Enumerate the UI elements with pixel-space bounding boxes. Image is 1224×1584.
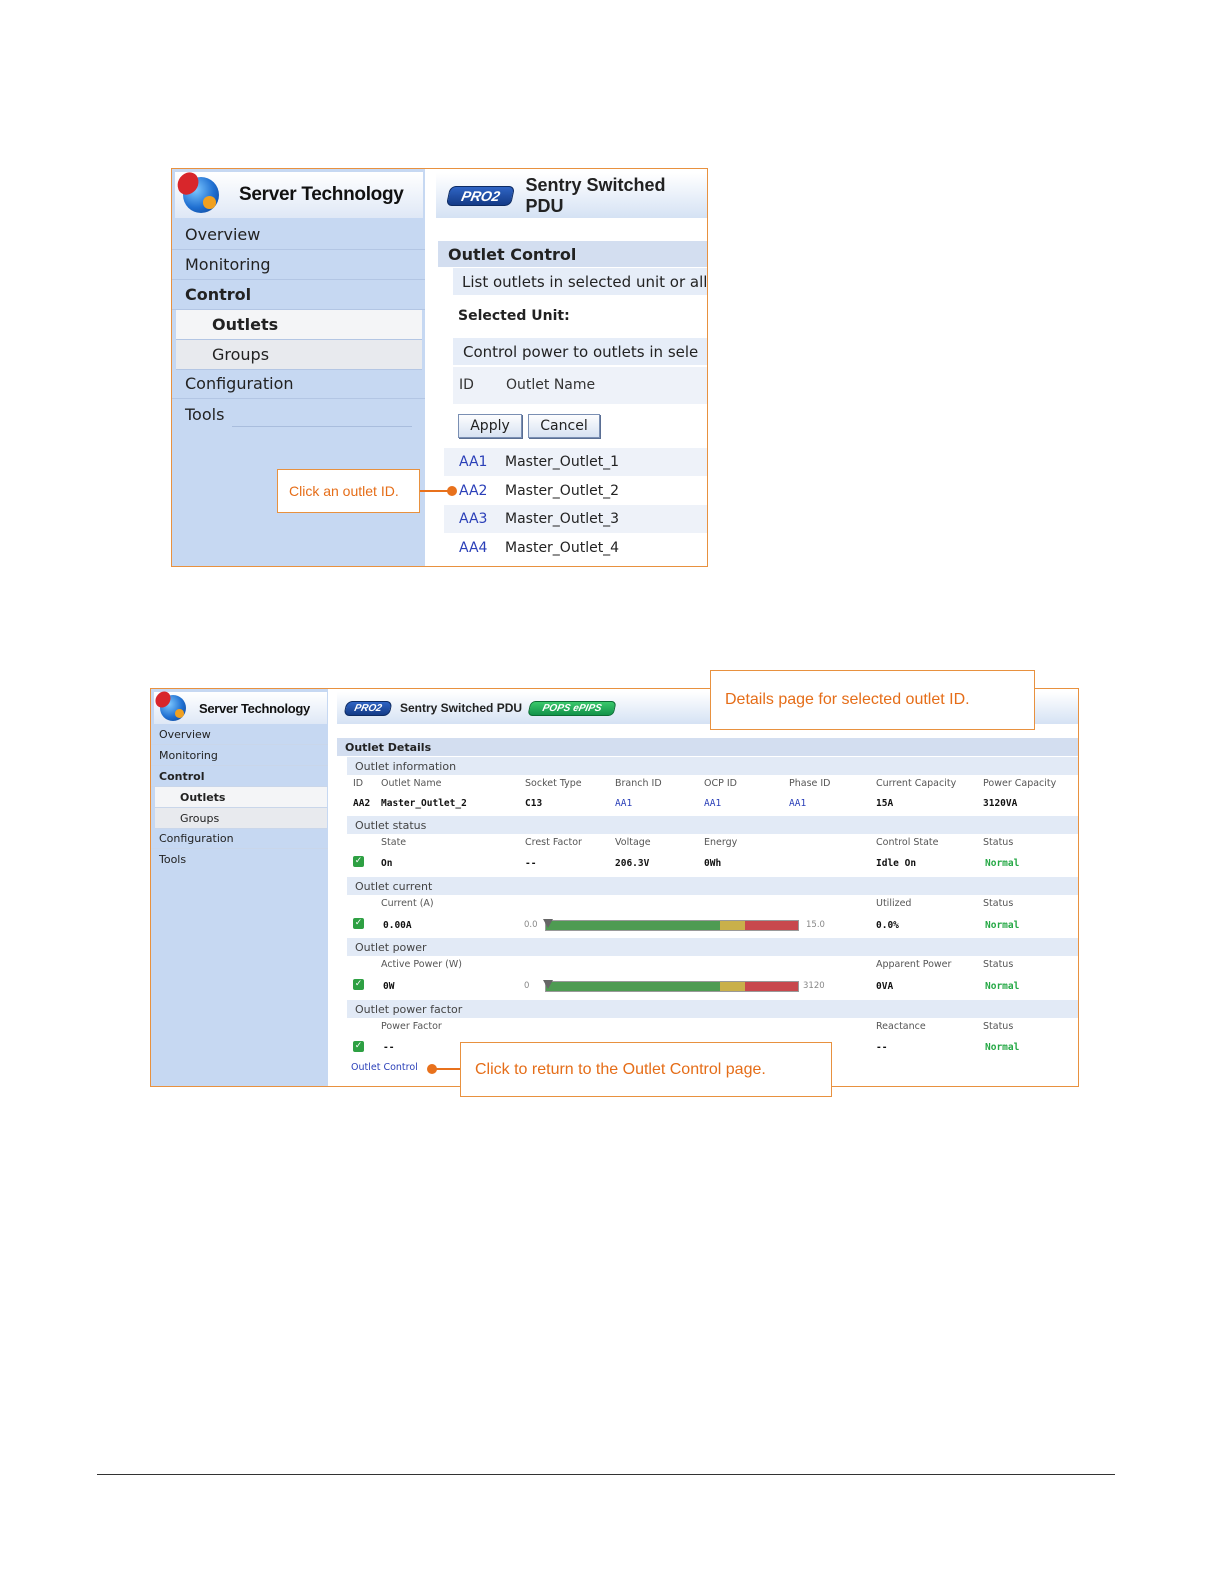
nav-groups[interactable]: Groups — [155, 808, 327, 829]
outlet-name: Master_Outlet_4 — [505, 539, 620, 556]
nav-control[interactable]: Control — [151, 766, 328, 787]
info-header: Current Capacity — [876, 778, 957, 789]
utilized-header: Utilized — [876, 898, 912, 909]
nav-overview[interactable]: Overview — [151, 724, 328, 745]
brand-logo-area — [154, 692, 327, 724]
apparent-power-header: Apparent Power — [876, 959, 952, 970]
return-to-control-callout: Click to return to the Outlet Control page. — [460, 1042, 832, 1097]
active-power-value: 0W — [383, 981, 395, 992]
info-header: Phase ID — [789, 778, 831, 789]
outlet-power-section: Outlet power — [347, 938, 1078, 956]
power-check-icon: ✓ — [354, 979, 363, 989]
back-link-connector — [433, 1068, 461, 1070]
outlet-details-screenshot — [150, 688, 1079, 1087]
current-header: Current (A) — [381, 898, 434, 909]
outlet-details-title: Outlet Details — [337, 738, 1078, 756]
status-value: -- — [525, 858, 537, 869]
apparent-power-value: 0VA — [876, 981, 894, 992]
utilized-value: 0.0% — [876, 920, 899, 931]
power-factor-value: -- — [383, 1042, 395, 1053]
brand-logo-area — [175, 172, 423, 218]
power-factor-status-header: Status — [983, 1021, 1014, 1032]
outlet-id-link[interactable]: AA3 — [459, 511, 488, 527]
brand-name: Server Technology — [239, 184, 404, 205]
status-value: On — [381, 858, 393, 869]
nav-control[interactable]: Control — [172, 280, 425, 310]
info-link[interactable]: AA1 — [704, 798, 722, 809]
reactance-value: -- — [876, 1042, 888, 1053]
info-value: Master_Outlet_2 — [381, 798, 467, 809]
pro2-logo: PRO2 — [343, 701, 392, 716]
outlet-name: Master_Outlet_1 — [505, 454, 620, 470]
active-power-header: Active Power (W) — [381, 959, 462, 970]
current-gauge — [545, 920, 799, 931]
outlet-row — [444, 477, 707, 505]
nav-configuration[interactable]: Configuration — [151, 828, 328, 849]
power-gauge-marker — [543, 980, 553, 989]
power-gauge — [545, 981, 799, 992]
status-header: Voltage — [615, 837, 651, 848]
status-header: State — [381, 837, 407, 848]
outlet-id-link[interactable]: AA4 — [459, 539, 488, 556]
footer-rule — [97, 1474, 1115, 1475]
current-gauge-min: 0.0 — [524, 920, 538, 930]
product-header — [436, 173, 707, 218]
outlet-row — [444, 505, 707, 533]
current-status-header: Status — [983, 898, 1014, 909]
info-header: Branch ID — [615, 778, 662, 789]
current-gauge-max: 15.0 — [806, 920, 825, 930]
info-value: 15A — [876, 798, 894, 809]
info-header: ID — [353, 778, 364, 789]
callout-connector — [420, 490, 450, 492]
current-check-icon: ✓ — [354, 918, 363, 928]
outlet-row — [444, 534, 707, 562]
nav-divider — [232, 426, 412, 427]
details-page-callout: Details page for selected outlet ID. — [710, 670, 1035, 730]
apply-button[interactable]: Apply — [458, 414, 522, 438]
nav-outlets[interactable]: Outlets — [155, 787, 327, 808]
server-technology-globe-icon — [183, 177, 219, 213]
status-value: 0Wh — [704, 858, 722, 869]
outlet-power-factor-section: Outlet power factor — [347, 1000, 1078, 1018]
info-header: OCP ID — [704, 778, 737, 789]
outlet-control-link[interactable]: Outlet Control — [351, 1062, 418, 1073]
power-factor-header: Power Factor — [381, 1021, 442, 1032]
product-title: Sentry Switched PDU — [525, 174, 666, 216]
power-factor-status-value: Normal — [985, 1042, 1020, 1053]
current-gauge-marker — [543, 919, 553, 928]
nav-monitoring[interactable]: Monitoring — [172, 250, 425, 280]
product-title: Sentry Switched PDU — [400, 701, 523, 715]
info-header: Socket Type — [525, 778, 582, 789]
nav-tools[interactable]: Tools — [185, 404, 225, 424]
click-outlet-id-callout: Click an outlet ID. — [277, 469, 420, 513]
nav-outlets[interactable]: Outlets — [176, 310, 422, 340]
info-link[interactable]: AA1 — [789, 798, 807, 809]
outlet-name: Master_Outlet_3 — [505, 511, 620, 527]
selected-unit-label: Selected Unit: — [458, 308, 570, 324]
outlet-information-section: Outlet information — [347, 757, 1078, 775]
current-status-value: Normal — [985, 920, 1020, 931]
control-power-text: Control power to outlets in sele — [453, 338, 707, 365]
status-header: Status — [983, 837, 1014, 848]
info-link[interactable]: AA1 — [615, 798, 633, 809]
power-status-value: Normal — [985, 981, 1020, 992]
info-header: Outlet Name — [381, 778, 442, 789]
nav-configuration[interactable]: Configuration — [172, 369, 425, 399]
server-technology-globe-icon — [160, 695, 186, 721]
info-value: AA2 — [353, 798, 371, 809]
outlet-id-link[interactable]: AA2 — [459, 482, 488, 499]
status-header: Energy — [704, 837, 738, 848]
sidebar — [151, 689, 328, 1086]
list-outlets-text: List outlets in selected unit or all — [453, 268, 707, 295]
outlet-control-screenshot — [171, 168, 708, 567]
pops-epips-logo: POPS ePIPS — [527, 701, 616, 716]
status-value: Idle On — [876, 858, 917, 869]
col-id-header: ID — [459, 377, 474, 393]
power-status-header: Status — [983, 959, 1014, 970]
outlet-status-section: Outlet status — [347, 816, 1078, 834]
outlet-control-title: Outlet Control — [438, 241, 707, 267]
brand-name: Server Technology — [199, 700, 310, 716]
info-header: Power Capacity — [983, 778, 1057, 789]
power-gauge-max: 3120 — [803, 981, 825, 991]
info-value: C13 — [525, 798, 543, 809]
outlet-id-link[interactable]: AA1 — [459, 454, 488, 470]
status-normal-value: Normal — [985, 858, 1020, 869]
outlet-name: Master_Outlet_2 — [505, 482, 620, 499]
power-gauge-min: 0 — [524, 981, 530, 991]
callout-pointer — [447, 486, 457, 496]
current-value: 0.00A — [383, 920, 412, 931]
status-header: Control State — [876, 837, 939, 848]
outlet-row — [444, 448, 707, 476]
nav-overview[interactable]: Overview — [172, 220, 425, 250]
power-factor-check-icon: ✓ — [354, 1041, 363, 1051]
col-name-header: Outlet Name — [506, 377, 596, 393]
nav-groups[interactable]: Groups — [176, 340, 422, 370]
nav-monitoring[interactable]: Monitoring — [151, 745, 328, 766]
status-header: Crest Factor — [525, 837, 582, 848]
reactance-header: Reactance — [876, 1021, 926, 1032]
status-check-icon: ✓ — [354, 856, 363, 866]
nav-tools[interactable]: Tools — [159, 853, 187, 866]
outlet-current-section: Outlet current — [347, 877, 1078, 895]
status-value: 206.3V — [615, 858, 650, 869]
pro2-logo: PRO2 — [446, 186, 516, 206]
outlet-table-header — [453, 367, 707, 404]
info-value: 3120VA — [983, 798, 1018, 809]
cancel-button[interactable]: Cancel — [528, 414, 600, 438]
